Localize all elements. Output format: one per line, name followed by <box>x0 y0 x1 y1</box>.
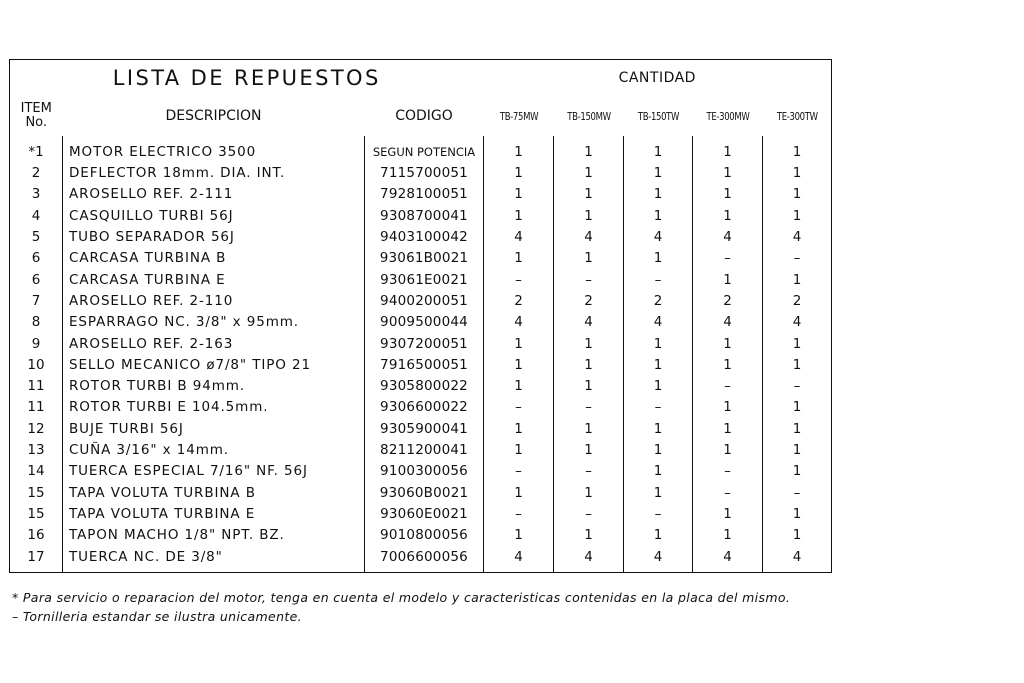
item-header-line1: ITEM <box>20 101 52 117</box>
qty-tb-150mw: 1 <box>554 334 624 355</box>
part-description: TAPA VOLUTA TURBINA E <box>63 504 365 525</box>
parts-list-sheet <box>9 59 832 573</box>
qty-tb-150tw: 1 <box>624 334 693 355</box>
qty-tb-150mw: 4 <box>554 227 624 248</box>
part-description: CARCASA TURBINA E <box>63 270 365 291</box>
table-row <box>10 547 832 573</box>
qty-tb-150tw: 4 <box>624 547 693 573</box>
qty-tb-75mw: – <box>484 398 554 419</box>
qty-tb-150tw: 1 <box>624 376 693 397</box>
item-number: 3 <box>10 185 63 206</box>
description-header: DESCRIPCION <box>165 108 262 124</box>
item-number: *1 <box>10 136 63 163</box>
part-code: 9009500044 <box>365 312 484 333</box>
part-description: MOTOR ELECTRICO 3500 <box>63 136 365 163</box>
part-code: 9400200051 <box>365 291 484 312</box>
item-number: 15 <box>10 504 63 525</box>
qty-te-300mw: 1 <box>693 419 763 440</box>
part-code: 93060E0021 <box>365 504 484 525</box>
qty-tb-150tw: 1 <box>624 136 693 163</box>
item-number: 9 <box>10 334 63 355</box>
part-description: ROTOR TURBI E 104.5mm. <box>63 398 365 419</box>
footnotes <box>12 588 790 626</box>
table-row <box>10 440 832 461</box>
table-row <box>10 312 832 333</box>
part-code: 9403100042 <box>365 227 484 248</box>
qty-te-300mw: 1 <box>693 525 763 546</box>
table-row <box>10 227 832 248</box>
qty-te-300tw: 1 <box>792 143 802 160</box>
qty-te-300mw: 1 <box>693 136 763 163</box>
part-code: 9308700041 <box>365 206 484 227</box>
qty-te-300tw: – <box>793 250 801 267</box>
part-code: 7006600056 <box>365 547 484 573</box>
qty-tb-150mw: 1 <box>554 248 624 269</box>
qty-te-300tw: 1 <box>792 271 802 288</box>
part-description: ROTOR TURBI B 94mm. <box>63 376 365 397</box>
item-number: 11 <box>10 376 63 397</box>
table-row <box>10 355 832 376</box>
qty-te-300tw: 1 <box>792 186 802 203</box>
qty-tb-150tw: 4 <box>624 312 693 333</box>
model-header-tb-150mw: TB-150MW <box>566 109 611 123</box>
part-description: TAPA VOLUTA TURBINA B <box>63 483 365 504</box>
code-header: CODIGO <box>395 108 453 124</box>
qty-tb-150tw: 2 <box>624 291 693 312</box>
qty-tb-150tw: 1 <box>624 461 693 482</box>
part-description: AROSELLO REF. 2-163 <box>63 334 365 355</box>
qty-te-300tw: 1 <box>792 420 802 437</box>
qty-te-300tw: 1 <box>792 165 802 182</box>
qty-te-300tw: 4 <box>792 548 802 565</box>
item-number: 2 <box>10 163 63 184</box>
table-row <box>10 163 832 184</box>
qty-te-300mw: 1 <box>693 355 763 376</box>
qty-tb-150mw: 1 <box>554 440 624 461</box>
qty-tb-75mw: 1 <box>484 248 554 269</box>
qty-tb-75mw: 1 <box>484 483 554 504</box>
part-description: ESPARRAGO NC. 3/8" x 95mm. <box>63 312 365 333</box>
qty-tb-150mw: 2 <box>554 291 624 312</box>
part-code: 9306600022 <box>365 398 484 419</box>
qty-tb-150tw: 1 <box>624 483 693 504</box>
qty-tb-150mw: 1 <box>554 419 624 440</box>
qty-tb-150mw: 1 <box>554 483 624 504</box>
part-code: 8211200041 <box>365 440 484 461</box>
qty-te-300mw: 1 <box>693 504 763 525</box>
qty-te-300tw: 1 <box>792 527 802 544</box>
qty-tb-150mw: 1 <box>554 163 624 184</box>
part-code: 93061E0021 <box>365 270 484 291</box>
item-number: 8 <box>10 312 63 333</box>
part-code: 93061B0021 <box>365 248 484 269</box>
table-row <box>10 291 832 312</box>
qty-tb-75mw: 1 <box>484 376 554 397</box>
table-row <box>10 334 832 355</box>
qty-tb-75mw: 1 <box>484 163 554 184</box>
footnote-standard-hardware: – Tornilleria estandar se ilustra unicamente. <box>12 609 302 624</box>
table-row <box>10 419 832 440</box>
item-number: 4 <box>10 206 63 227</box>
item-number: 13 <box>10 440 63 461</box>
qty-te-300mw: – <box>693 248 763 269</box>
qty-tb-150tw: 1 <box>624 525 693 546</box>
qty-te-300tw: 1 <box>792 356 802 373</box>
part-code: 7916500051 <box>365 355 484 376</box>
part-description: TUERCA ESPECIAL 7/16" NF. 56J <box>63 461 365 482</box>
qty-te-300tw: 1 <box>792 399 802 416</box>
part-description: AROSELLO REF. 2-111 <box>63 185 365 206</box>
item-number: 15 <box>10 483 63 504</box>
model-header-te-300mw: TE-300MW <box>706 109 749 123</box>
qty-tb-150mw: – <box>554 270 624 291</box>
qty-te-300tw: 4 <box>792 314 802 331</box>
part-description: CASQUILLO TURBI 56J <box>63 206 365 227</box>
part-code: 9305800022 <box>365 376 484 397</box>
part-description: TAPON MACHO 1/8" NPT. BZ. <box>63 525 365 546</box>
qty-tb-150tw: 1 <box>624 355 693 376</box>
qty-tb-75mw: 1 <box>484 419 554 440</box>
qty-tb-75mw: 1 <box>484 334 554 355</box>
item-number-header <box>10 96 63 136</box>
qty-tb-150mw: 1 <box>554 525 624 546</box>
table-row <box>10 376 832 397</box>
part-code: SEGUN POTENCIA <box>365 136 484 163</box>
part-description: TUERCA NC. DE 3/8" <box>63 547 365 573</box>
item-number: 17 <box>10 547 63 573</box>
qty-tb-150tw: 1 <box>624 248 693 269</box>
part-description: AROSELLO REF. 2-110 <box>63 291 365 312</box>
qty-te-300mw: 1 <box>693 163 763 184</box>
qty-te-300mw: 2 <box>693 291 763 312</box>
part-description: SELLO MECANICO ø7/8" TIPO 21 <box>63 355 365 376</box>
qty-tb-75mw: 2 <box>484 291 554 312</box>
qty-te-300tw: 1 <box>792 505 802 522</box>
model-header-tb-75mw: TB-75MW <box>499 109 538 123</box>
qty-tb-150tw: 1 <box>624 185 693 206</box>
qty-tb-150tw: 1 <box>624 206 693 227</box>
qty-te-300mw: 1 <box>693 334 763 355</box>
table-row <box>10 504 832 525</box>
qty-tb-150tw: 1 <box>624 419 693 440</box>
qty-tb-150tw: – <box>624 398 693 419</box>
part-code: 9010800056 <box>365 525 484 546</box>
part-code: 9307200051 <box>365 334 484 355</box>
qty-te-300mw: 1 <box>693 398 763 419</box>
qty-te-300mw: 1 <box>693 206 763 227</box>
qty-tb-75mw: 1 <box>484 525 554 546</box>
part-description: CUÑA 3/16" x 14mm. <box>63 440 365 461</box>
quantity-header: CANTIDAD <box>618 70 696 86</box>
table-row <box>10 398 832 419</box>
item-number: 16 <box>10 525 63 546</box>
model-header-tb-150tw: TB-150TW <box>637 109 679 123</box>
qty-tb-75mw: 4 <box>484 312 554 333</box>
item-number: 6 <box>10 270 63 291</box>
qty-tb-75mw: 1 <box>484 206 554 227</box>
qty-te-300tw: 1 <box>792 335 802 352</box>
table-row <box>10 525 832 546</box>
qty-te-300tw: – <box>793 378 801 395</box>
qty-tb-150mw: 1 <box>554 136 624 163</box>
qty-te-300mw: – <box>693 376 763 397</box>
item-header-line2: No. <box>25 115 48 130</box>
qty-te-300mw: 4 <box>693 547 763 573</box>
table-row <box>10 185 832 206</box>
qty-te-300mw: 4 <box>693 312 763 333</box>
qty-tb-150tw: – <box>624 270 693 291</box>
qty-te-300mw: 1 <box>693 185 763 206</box>
qty-tb-150mw: – <box>554 398 624 419</box>
part-description: DEFLECTOR 18mm. DIA. INT. <box>63 163 365 184</box>
qty-tb-75mw: 1 <box>484 440 554 461</box>
table-row <box>10 461 832 482</box>
qty-tb-75mw: – <box>484 504 554 525</box>
qty-tb-150tw: 4 <box>624 227 693 248</box>
part-description: CARCASA TURBINA B <box>63 248 365 269</box>
qty-tb-150mw: – <box>554 504 624 525</box>
qty-tb-150mw: 1 <box>554 185 624 206</box>
item-number: 14 <box>10 461 63 482</box>
qty-tb-150mw: 1 <box>554 376 624 397</box>
qty-te-300tw: 1 <box>792 207 802 224</box>
qty-tb-150tw: – <box>624 504 693 525</box>
column-header-row <box>10 96 832 136</box>
part-code: 93060B0021 <box>365 483 484 504</box>
table-title: LISTA DE REPUESTOS <box>112 65 381 90</box>
qty-tb-75mw: 4 <box>484 547 554 573</box>
item-number: 6 <box>10 248 63 269</box>
qty-te-300mw: – <box>693 461 763 482</box>
qty-tb-75mw: – <box>484 270 554 291</box>
item-number: 10 <box>10 355 63 376</box>
qty-tb-150mw: 1 <box>554 355 624 376</box>
part-description: TUBO SEPARADOR 56J <box>63 227 365 248</box>
table-row <box>10 248 832 269</box>
qty-tb-75mw: – <box>484 461 554 482</box>
qty-tb-150tw: 1 <box>624 440 693 461</box>
qty-tb-150tw: 1 <box>624 163 693 184</box>
footnote-motor-service: * Para servicio o reparacion del motor, tenga en cuenta el modelo y caracteristicas contenidas en la placa del mismo. <box>12 590 791 605</box>
item-number: 7 <box>10 291 63 312</box>
qty-tb-75mw: 4 <box>484 227 554 248</box>
qty-tb-75mw: 1 <box>484 136 554 163</box>
item-number: 5 <box>10 227 63 248</box>
qty-te-300mw: 1 <box>693 270 763 291</box>
part-code: 7928100051 <box>365 185 484 206</box>
table-row <box>10 270 832 291</box>
qty-te-300tw: – <box>793 484 801 501</box>
model-header-te-300tw: TE-300TW <box>776 109 818 123</box>
qty-te-300mw: 1 <box>693 440 763 461</box>
qty-te-300mw: – <box>693 483 763 504</box>
part-code: 7115700051 <box>365 163 484 184</box>
part-code: 9100300056 <box>365 461 484 482</box>
qty-te-300tw: 4 <box>792 229 802 246</box>
qty-te-300mw: 4 <box>693 227 763 248</box>
part-description: BUJE TURBI 56J <box>63 419 365 440</box>
qty-te-300tw: 1 <box>792 442 802 459</box>
qty-te-300tw: 1 <box>792 463 802 480</box>
part-code: 9305900041 <box>365 419 484 440</box>
qty-tb-75mw: 1 <box>484 355 554 376</box>
table-row <box>10 483 832 504</box>
qty-te-300tw: 2 <box>792 292 802 309</box>
qty-tb-75mw: 1 <box>484 185 554 206</box>
table-row <box>10 206 832 227</box>
qty-tb-150mw: 4 <box>554 547 624 573</box>
qty-tb-150mw: – <box>554 461 624 482</box>
item-number: 12 <box>10 419 63 440</box>
parts-table <box>9 59 832 573</box>
item-number: 11 <box>10 398 63 419</box>
qty-tb-150mw: 4 <box>554 312 624 333</box>
table-row <box>10 136 832 163</box>
qty-tb-150mw: 1 <box>554 206 624 227</box>
